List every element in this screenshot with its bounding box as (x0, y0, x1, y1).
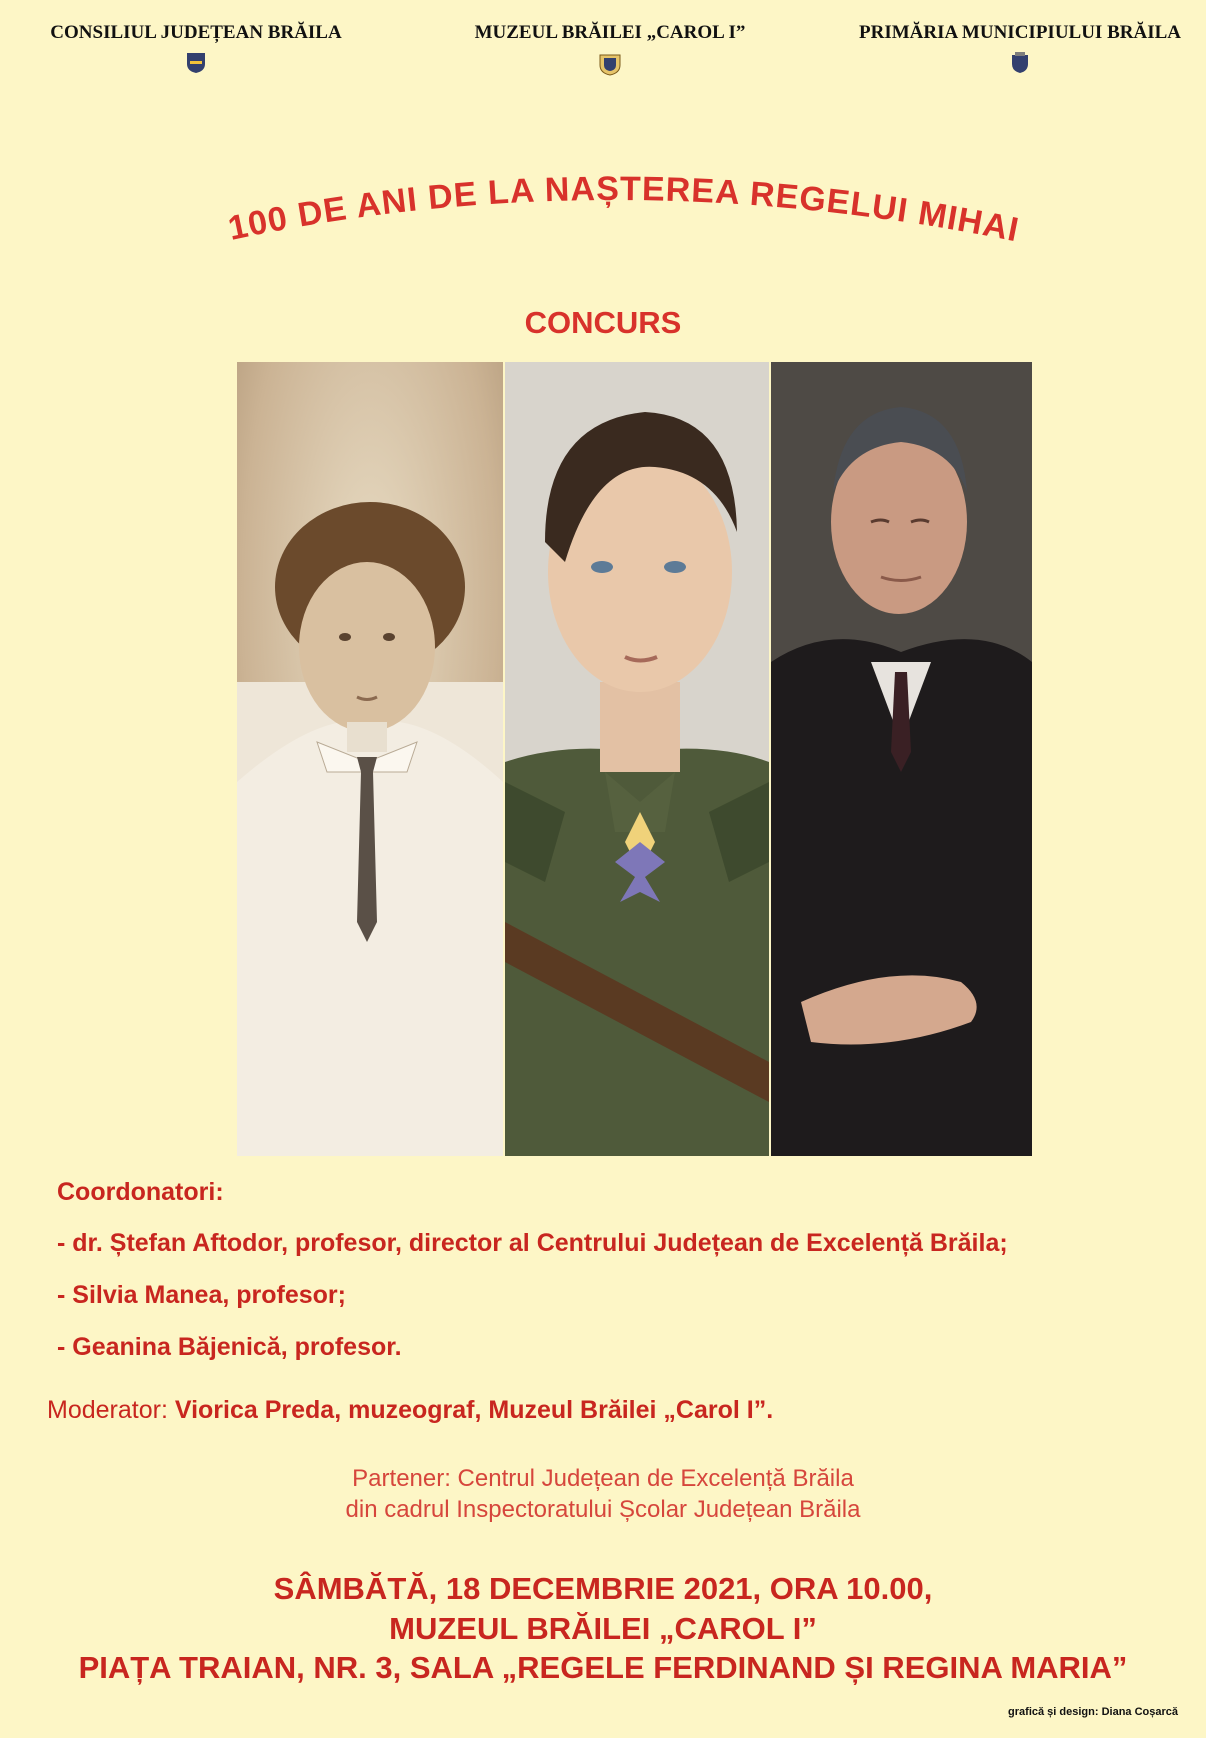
moderator-line (47, 1396, 773, 1425)
header-left-institution (36, 22, 356, 74)
county-crest-icon (186, 52, 206, 74)
moderator-text: Viorica Preda, muzeograf, Muzeul Brăilei „Carol I”. (174, 1396, 774, 1424)
header-center-institution (460, 22, 760, 76)
event-venue: MUZEUL BRĂILEI „CAROL I” (389, 1611, 817, 1646)
event-date: SÂMBĂTĂ, 18 DECEMBRIE 2021, ORA 10.00, (273, 1571, 933, 1606)
coordinator-item: - dr. Ștefan Aftodor, profesor, director al Centrului Județean de Excelență Brăila; (57, 1229, 1008, 1257)
subtitle: CONCURS (524, 305, 682, 340)
design-credit: grafică și design: Diana Coșarcă (1008, 1706, 1178, 1718)
coordinator-item: - Silvia Manea, profesor; (57, 1281, 346, 1309)
coordinator-item: - Geanina Băjenică, profesor. (57, 1333, 402, 1361)
moderator-label: Moderator: (47, 1396, 168, 1424)
header-center-text: MUZEUL BRĂILEI „CAROL I” (474, 22, 746, 43)
photo-childhood (237, 362, 503, 1156)
coordinators-heading: Coordonatori: (57, 1178, 224, 1206)
photo-elderly (771, 362, 1032, 1156)
svg-text:100 DE ANI DE LA NAȘTEREA REGE (225, 170, 1023, 249)
partner-line-1: Partener: Centrul Județean de Excelență Brăila (352, 1465, 854, 1492)
header-left-text: CONSILIUL JUDEȚEAN BRĂILA (50, 22, 342, 43)
title-text: 100 DE ANI DE LA NAȘTEREA REGELUI MIHAI (224, 169, 1023, 250)
city-crest-icon (1011, 52, 1029, 74)
partner-line-2: din cadrul Inspectoratului Școlar Județean Brăila (345, 1496, 861, 1523)
photo-youth-uniform (505, 362, 769, 1156)
header-right-text: PRIMĂRIA MUNICIPIULUI BRĂILA (859, 22, 1181, 43)
arched-title (0, 150, 1206, 310)
header-right-institution (840, 22, 1200, 74)
museum-crest-icon (598, 52, 622, 76)
event-address: PIAȚA TRAIAN, NR. 3, SALA „REGELE FERDINAND ȘI REGINA MARIA” (78, 1650, 1128, 1685)
